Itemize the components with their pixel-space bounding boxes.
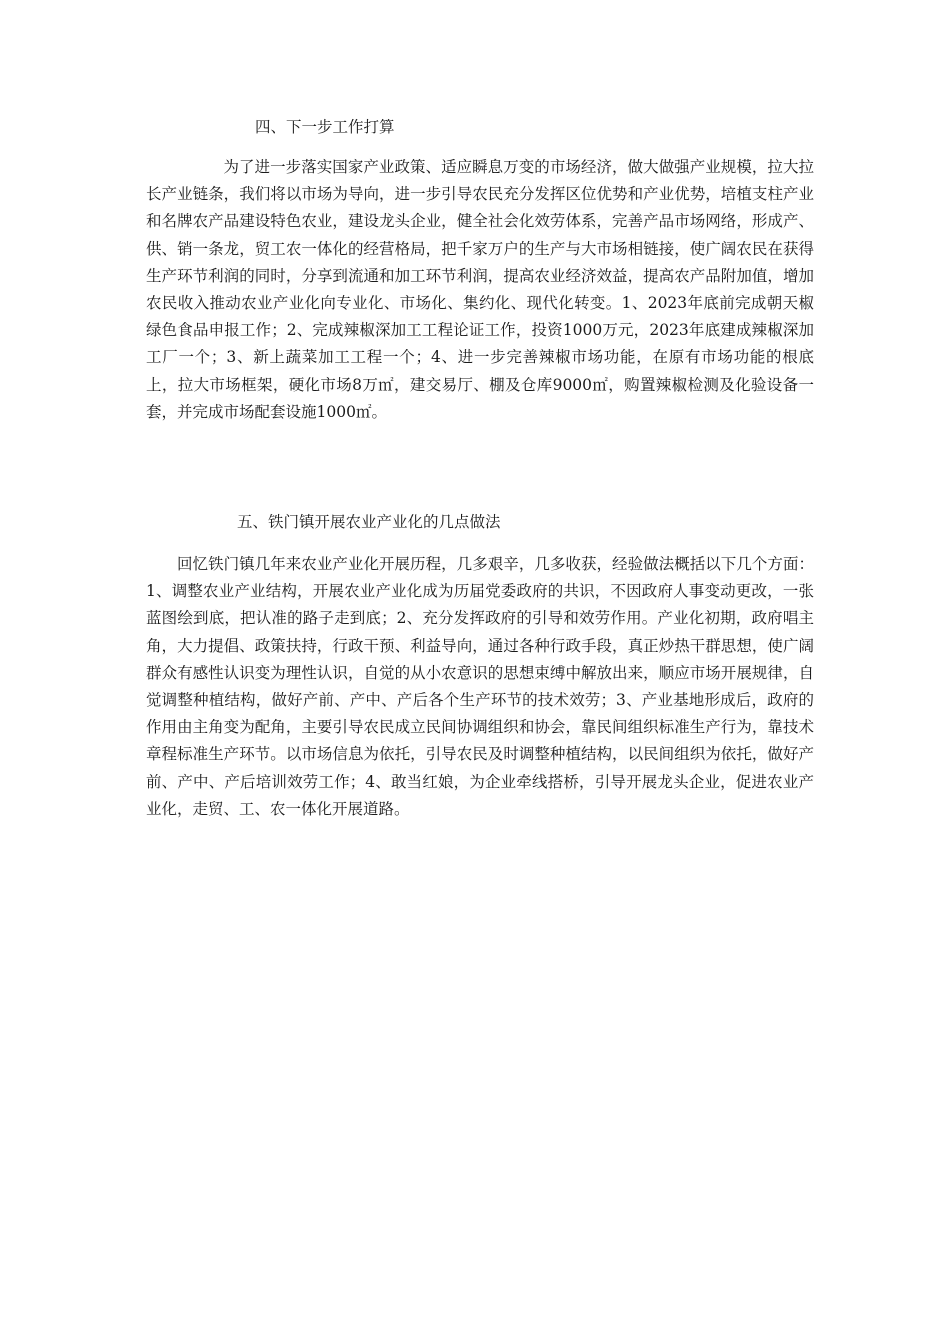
section-5-heading: 五、铁门镇开展农业产业化的几点做法 [237,513,501,531]
section-4-paragraph: 为了进一步落实国家产业政策、适应瞬息万变的市场经济，做大做强产业规模，拉大拉长产业链条，我们将以市场为导向，进一步引导农民充分发挥区位优势和产业优势，培植支柱产业和名牌农产品建设特色农业，建设龙头企业，健全社会化效劳体系，完善产品市场网络，形成产、供、销一条龙，贸工农一体化的经营格局，把千家万户的生产与大市场相链接，使广阔农民在获得生产环节利润的同时，分享到流通和加工环节利润，提高农业经济效益，提高农产品附加值，增加农民收入推动农业产业化向专业化、市场化、集约化、现代化转变。1、2023年底前完成朝天椒绿色食品申报工作；2、完成辣椒深加工工程论证工作，投资1000万元，2023年底建成辣椒深加工厂一个；3、新上蔬菜加工工程一个；4、进一步完善辣椒市场功能，在原有市场功能的根底上，拉大市场框架，硬化市场8万㎡，建交易厅、棚及仓库9000㎡，购置辣椒检测及化验设备一套，并完成市场配套设施1000㎡。 [146,158,814,421]
section-5-paragraph: 回忆铁门镇几年来农业产业化开展历程，几多艰辛，几多收获，经验做法概括以下几个方面：1、调整农业产业结构，开展农业产业化成为历届党委政府的共识，不因政府人事变动更改，一张蓝图绘到底，把认准的路子走到底；2、充分发挥政府的引导和效劳作用。产业化初期，政府唱主角，大力提倡、政策扶持，行政干预、利益导向，通过各种行政手段，真正炒热干群思想，使广阔群众有感性认识变为理性认识，自觉的从小农意识的思想束缚中解放出来，顺应市场开展规律，自觉调整种植结构，做好产前、产中、产后各个生产环节的技术效劳；3、产业基地形成后，政府的作用由主角变为配角，主要引导农民成立民间协调组织和协会，靠民间组织标准生产行为，靠技术章程标准生产环节。以市场信息为依托，引导农民及时调整种植结构，以民间组织为依托，做好产前、产中、产后培训效劳工作；4、敢当红娘，为企业牵线搭桥，引导开展龙头企业，促进农业产业化，走贸、工、农一体化开展道路。 [146,555,814,818]
section-4-heading: 四、下一步工作打算 [255,118,395,136]
